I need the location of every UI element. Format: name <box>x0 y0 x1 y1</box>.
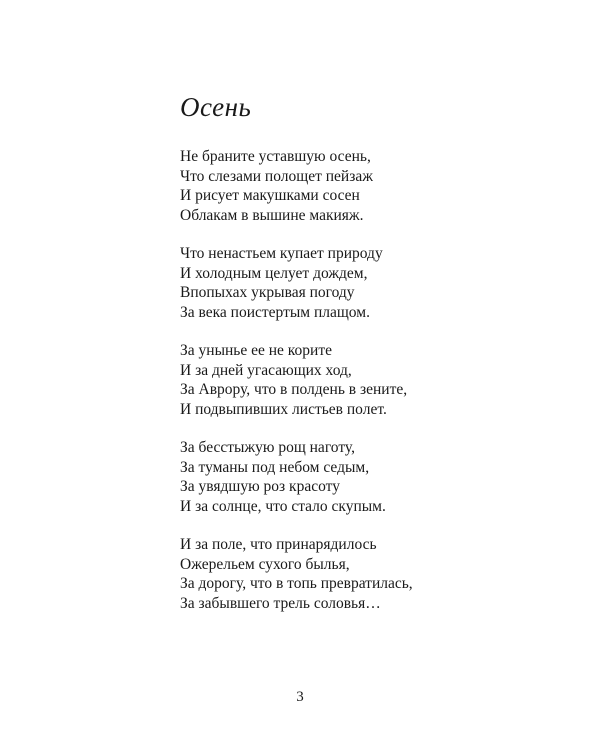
page-number: 3 <box>296 689 304 705</box>
poem-title: Осень <box>180 92 252 122</box>
poem-line: И за поле, что принарядилось <box>180 536 377 553</box>
poem-line: И за солнце, что стало скупым. <box>180 497 386 515</box>
poem-line: Ожерельем сухого былья, <box>180 555 350 573</box>
stanza-4 <box>180 438 580 516</box>
poem-line: И за дней угасающих ход, <box>180 361 352 379</box>
poem-line: И холодным целует дождем, <box>180 264 368 282</box>
stanza-2 <box>180 244 580 322</box>
poem-line: Что слезами полощет пейзаж <box>180 167 373 185</box>
poem-line: За Аврору, что в полдень в зените, <box>180 381 408 398</box>
poem-line: За забывшего трель соловья… <box>180 594 381 612</box>
poem-line: Что ненастьем купает природу <box>180 245 383 262</box>
poem-line: За бесстыжую рощ наготу, <box>180 439 355 456</box>
poem-line: За дорогу, что в топь превратилась, <box>180 575 413 592</box>
stanza-3 <box>180 341 580 419</box>
poem-line: Впопыхах укрывая погоду <box>180 284 355 301</box>
stanza-5 <box>180 535 580 613</box>
stanza-1 <box>180 147 580 225</box>
poem-line: Не браните уставшую осень, <box>180 148 371 165</box>
poem-line: Облакам в вышине макияж. <box>180 206 364 224</box>
poem-body <box>180 147 580 632</box>
poem-line: И рисует макушками сосен <box>180 187 360 204</box>
poem-line: За века поистертым плащом. <box>180 303 370 321</box>
poem-line: И подвыпивших листьев полет. <box>180 400 387 418</box>
poem-line: За увядшую роз красоту <box>180 478 340 495</box>
poem-line: За унынье ее не корите <box>180 342 332 359</box>
poem-line: За туманы под небом седым, <box>180 458 370 476</box>
